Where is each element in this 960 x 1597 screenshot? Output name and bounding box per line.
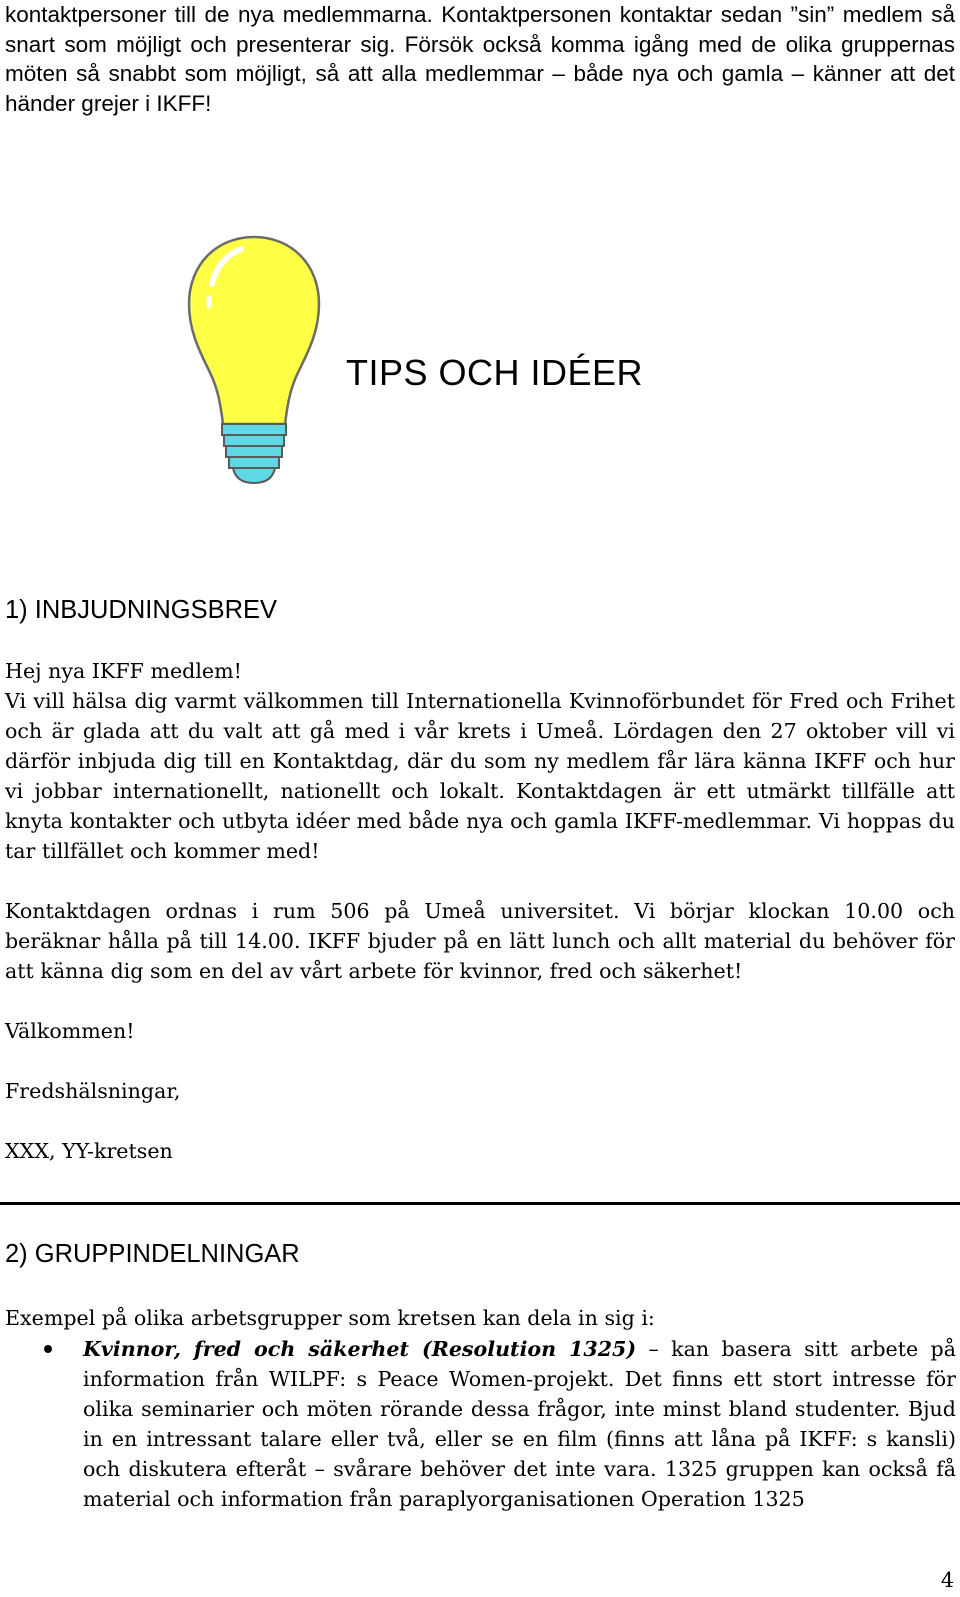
intro-paragraph: kontaktpersoner till de nya medlemmarna. Kontaktpersonen kontaktar sedan ”sin” medlem så snart som möjligt och presenterar sig. Försök också komma igång med de olika gruppernas möten så snabbt som möjligt, så att alla medlemmar – både nya och gamla – känner att det händer grejer i IKFF! <box>5 2 955 116</box>
section-divider <box>0 1202 960 1205</box>
letter-paragraph: Kontaktdagen ordnas i rum 506 på Umeå universitet. Vi börjar klockan 10.00 och beräknar hålla på till 14.00. IKFF bjuder på en lätt lunch och allt material du behöver för att känna dig som en del av vårt arbete för kvinnor, fred och säkerhet! <box>5 899 955 983</box>
letter-welcome: Välkommen! <box>5 1019 135 1043</box>
page-number: 4 <box>940 1568 954 1592</box>
tips-title: TIPS OCH IDÉER <box>346 352 644 393</box>
letter-signature: XXX, YY-kretsen <box>5 1139 173 1163</box>
section2-intro: Exempel på olika arbetsgrupper som kretsen kan dela in sig i: <box>5 1306 655 1330</box>
letter-greeting: Hej nya IKFF medlem! <box>5 659 242 683</box>
invitation-letter <box>5 656 955 1166</box>
letter-paragraph: Vi vill hälsa dig varmt välkommen till Internationella Kvinnoförbundet för Fred och Frihet och är glada att du valt att gå med i vår krets i Umeå. Lördagen den 27 oktober vill vi därför inbjuda dig till en Kontaktdag, där du som ny medlem får lära känna IKFF och hur vi jobbar internationellt, nationellt och lokalt. Kontaktdagen är ett utmärkt tillfälle att knyta kontakter och utbyta idéer med både nya och gamla IKFF-medlemmar. Vi hoppas du tar tillfället och kommer med! <box>5 689 955 863</box>
section-heading-inbjudningsbrev: 1) INBJUDNINGSBREV <box>5 596 278 624</box>
list-item-text: – kan basera sitt arbete på information från WILPF: s Peace Women-projekt. Det finns ett stort intresse för olika seminarier och möten rörande dessa frågor, inte minst bland studenter. Bjud in en intressant talare eller två, eller se en film (finns att låna på IKFF: s kansli) och diskutera efteråt – svårare behöver det inte vara. 1325 gruppen kan också få material och information från paraplyorganisationen Operation 1325 <box>83 1337 956 1511</box>
letter-regards: Fredshälsningar, <box>5 1079 181 1103</box>
list-item-lead: Kvinnor, fred och säkerhet (Resolution 1325) <box>83 1337 637 1361</box>
section-heading-gruppindelningar: 2) GRUPPINDELNINGAR <box>5 1240 300 1268</box>
bullet-icon <box>44 1345 52 1353</box>
lightbulb-icon <box>186 232 322 488</box>
list-item <box>83 1334 956 1514</box>
